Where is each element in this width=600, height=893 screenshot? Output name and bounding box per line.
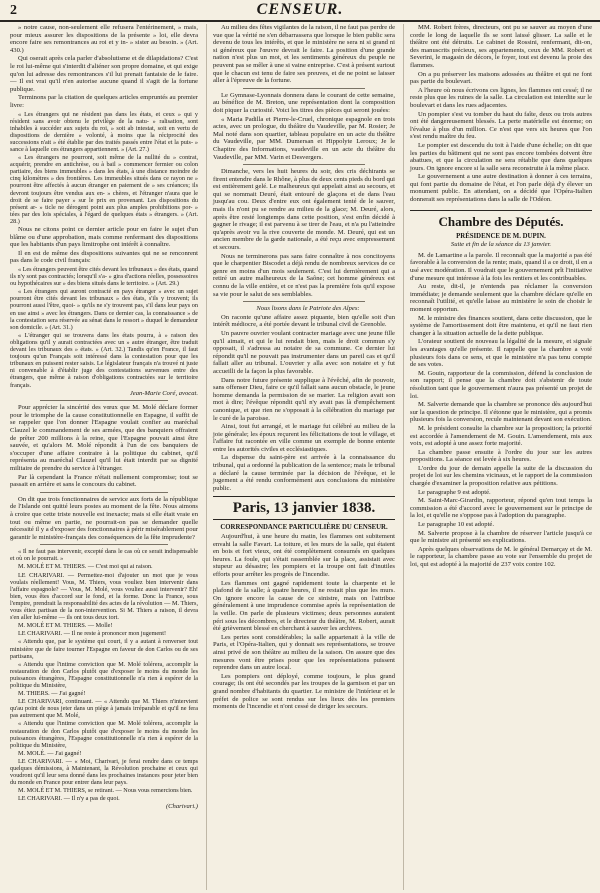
paragraph: Par là cependant la France n'était nullement compromise; tout se passait en arrière et sans le concours du cabinet.	[10, 473, 198, 489]
divider	[243, 88, 365, 89]
paragraph: « Maria Padilla et Pierre-le-Cruel, chronique espagnole en trois actes, avec un prologue, du théâtre du Vaudeville, par M. Rosier; Je Mal noté dans son quartier, tableau populaire en un acte du théâtre du Vaudeville, par MM. Dumersan et Hippolyte Leroux; Je le Chapitre des Informations, vaudeville en un acte du théâtre du Vaudeville, par MM. Varin et Desvergers.	[213, 115, 395, 161]
paragraph: M. THIERS. — J'ai gagné!	[18, 690, 86, 698]
paragraph: Le Gymnase-Lyonnais donnera dans le courant de cette semaine, au bénéfice de M. Breton, une représentation dont la composition doit piquer la curiosité. Voici les titres des pièces qui seront jouées:	[213, 91, 395, 114]
paragraph: LE CHARIVARI. — « Moi, Charivari, je ferai rendre dans ce temps quelques démissions, à Maintenant, la Révolution prochaine et ceux qui voudront qu'il leur sera donné dans les prochaines instances pour jeter bien du monde en France pour entrer dans leur pays.	[10, 757, 198, 787]
paragraph: « Il ne faut pas intervenir, excepté dans le cas où ce serait indispensable et où on le pourrait. »	[10, 548, 198, 563]
paragraph: LE CHARIVARI. — Il ne reste à prononcer mon jugement!	[18, 630, 167, 638]
masthead	[0, 0, 600, 22]
paragraph: M. MOLÉ. — J'ai gagné!	[18, 749, 82, 757]
paragraph: M. Salverte propose à la chambre de réserver l'article jusqu'à ce que le ministre ait présenté ses explications.	[410, 529, 592, 545]
paragraph: Nous ne terminerons pas sans faire connaître à nos concitoyens que le charpentier Biscodet a déjà rendu de nombreux services de ce genre en moins d'un mois seulement. C'est lui dernièrement qui a retiré un autre malheureux de la Saône; cet homme généreux est connu de la ville entière, et ce n'est pas la première fois qu'il expose sa vie pour le salut de ses semblables.	[213, 252, 395, 298]
paragraph: M. MOLÉ ET M. THIERS, se retirant. — Nous vous remercions bien.	[18, 787, 193, 795]
paragraph: » notre cause, non-seulement elle refusera l'entérinement, » mais, pour mieux assurer les dispositions de la présente » loi, elle devra encore faire ses remontrances au roi et y in- » sister au besoin. » (Art. 430.)	[10, 24, 198, 54]
paragraph: « Attendu que l'intime conviction que M. Molé tolérera, accomplir la restauration de don Carlos plutôt que d'exposer le moins du monde les puissances étrangères, l'Espagne constitutionnelle n'a rien à espérer de la politique du Ministère,	[10, 720, 198, 749]
paragraph: M. MOLÉ ET M. THIERS. — Molle!	[18, 622, 113, 630]
quote: « L'étranger qui se trouvera dans les états pourra, à » raison des obligations qu'il y aurait contractées avec un » autre étranger, être traduit devant les tribunaux des » états. » (Art. 32.) Tandis qu'en France, il faut toujours qu'un Français soit intéressé dans la contestation pour que les tribunaux en puissent rester saisis. Le législateur français n'a trouvé ni juste ni convenable à d'établir juge des contestations survenues entre des étrangers, que même à raison d'obligations contractées sur le territoire français.	[10, 331, 198, 389]
paragraph: Dans notre future présente supplique à l'évêché, afin de pouvoir, sans offenser Dieu, faire ce qu'il fallait sans aucun obstacle, le jeune homme demanda la permission de se marier. La religion avait son mot à dire; l'évêque répondit qu'il n'y avait pas là d'empêchement canonique, et que rien ne s'opposait à la célébration du mariage par le curé de la paroisse.	[213, 376, 395, 422]
columns	[10, 24, 592, 890]
paragraph: M. Gouin, rapporteur de la commission, défend la conclusion de son rapport; il pense que la chambre doit s'abstenir de toute résolution tant que le gouvernement n'aura pas présenté un projet de loi.	[410, 369, 592, 400]
paragraph: On a pu préserver les maisons adossées au théâtre et qui ne font pas partie du boulevart.	[410, 70, 592, 86]
paragraph: Le paragraphe 9 est adopté.	[418, 488, 491, 496]
paragraph: M. MOLÉ ET M. THIERS. — C'est moi qui ai raison.	[18, 563, 153, 571]
paragraph: Au milieu des fêtes vigilantes de la raison, il ne faut pas perdre de vue que la vérité ne s'en débarrassera que lorsque le bien public sera devenu de tous les intérêts, et que le ministère ne sera ni si grand ni si généreux que l'œuvre devrait le faire. La position d'une grande nation n'est plus un mot, et les sentiments généreux du peuple ne peuvent pas se mêler à une si vaine entreprise. C'est à présent surtout que le chacun est tenu de faire ses preuves, et de ne point se laisser aller à l'épreuve de la fortune.	[213, 24, 395, 85]
paragraph: La chambre passe ensuite à l'ordre du jour sur les autres propositions. La séance est levée à six heures.	[410, 448, 592, 464]
signature: Jean-Marie Coré, avocat.	[129, 389, 198, 397]
paragraph: Ainsi, tout fut arrangé, et le mariage fut célébré au milieu de la joie générale; les époux reçurent les félicitations de tout le village, et l'affaire fut racontée en ville comme un exemple de bonne entente entre les autorités civiles et ecclésiastiques.	[213, 423, 395, 453]
quote: « Les étrangers qui ne résident pas dans les états, et ceux » qui y résident sans avoir obtenu le privilège de la natu- » ralisation, sont inhabiles à succéder aux sujets du roi, » soit ab intestat, soit en vertu de dispositions de dernière » volonté, à moins que la réciprocité des successions n'ait » été établie par des traités passés entre l'état et la puis- » sance à laquelle ces étrangers appartiennent. » (Art. 27.)	[10, 110, 198, 153]
quote: « Les étrangers peuvent être cités devant les tribunaux » des états, quand ils n'y sont pas contractés; lorsqu'il s'a- » gira d'actions réelles, possessoires ou hypothécaires sur » des biens situés dans le territoire. » (Art. 29.)	[10, 266, 198, 288]
paragraph: Il en est de même des dispositions suivantes qui ne se renconrent pas dans le code civil français:	[10, 249, 198, 265]
paragraph: LE CHARIVARI, continuant. — « Attendu que M. Thiers n'intervient qu'au point de nous jeter dans un piège à jamais irréparable et qu'il ne fera pas autrement que M. Molé,	[10, 698, 198, 720]
section-subtitle: CORRESPONDANCE PARTICULIÈRE DU CENSEUR.	[220, 524, 388, 532]
paragraph: LE CHARIVARI. — Permettez-moi d'ajouter un mot que je vous voulais réellement! Vous, M. Thiers, vous vouliez bien intervenir dans l'affaire espagnole? — Vous, M. Molé, vous vouliez aussi intervenir? Eh! bien, vous êtes d'accord sur le fond, et la forme. Donc la France, sous l'empire, prendrait la responsabilité des actes de la révolution — M. Thiers, vous étiez partisan de la non-intervention. Si M. Thiers a raison, il devra s'en aller lui-même — ils ont tous deux tort.	[10, 571, 198, 622]
column-1	[10, 24, 198, 890]
paragraph: M. le président consulte la chambre sur la proposition; la priorité est accordée à l'amendement de M. Gouin. L'amendement, mis aux voix, est adopté à une assez forte majorité.	[410, 424, 592, 448]
divider	[243, 301, 365, 302]
paragraph: Nous ne citons point ce dernier article pour en faire le sujet d'un blâme ou d'une approbation, mais comme renfermant des dispositions que les habitants d'un pays limitrophe ont intérêt à connaître.	[10, 226, 198, 249]
paragraph: Un pompier s'est vu tomber du haut du faîte, deux ou trois autres ont été dangereusement blessés. La perte matérielle est énorme; on l'évalue à plus d'un million. Ce n'est que vers six heures que l'on s'est rendu maître du feu.	[410, 110, 592, 141]
quote: « Les étrangers ne pourront, soit même de la nullité du » contrat, acquérir, prendre en antichrèse, ou à bail » commencer fermier ou colon partiaire, des biens immeubles » dans les états, à une distance moindre de cinq kilomètres » des frontières. Les immeubles situés dans ce rayon ne » pourront être affectés à aucun étranger en paiement de » ses créances; ils devront toujours être vendus aux en- » chères, et l'étranger n'aura que le droit de se faire payer » sur le prix en provenant. Les dispositions du présent ar- » ticle ne dérogent point aux plus amples prohibitions por- » tées par des lois spéciales, à l'égard de quelques états » étrangers. » (Art. 28.)	[10, 154, 198, 225]
paragraph: Au reste, dit-il, je n'entends pas réclamer la conversion immédiate; je demande seulement que la chambre déclare qu'elle en reconnaît l'utilité, et qu'elle laisse au ministère le soin de choisir le moment opportun.	[410, 283, 592, 313]
paragraph: M. le ministre des finances soutient, dans cette discussion, que le système de l'amortissement doit être maintenu, et qu'il ne faut rien changer à la situation actuelle de la dette publique.	[410, 314, 592, 337]
paragraph: Dimanche, vers les huit heures du soir, des cris déchirants se firent entendre dans le Rhône, à plus de deux cents pieds du bord qui est entièrement gelé. Le malheureux qui appelait ainsi au secours, et qui se nommait Deuré, était entouré de glaçons et de dans l'eau jusqu'au cou. Deux d'entre eux ont également tenté de le sauver, mais ils n'ont pu se rendre au milieu de la glace; M. Deuré, alors, après être resté longtemps dans cette position, s'est enfin décidé à gagner le rivage; il est parvenu à se tirer de l'eau, et n'a pu l'atteindre qu'après avoir vu la rive couverte de monde. M. Deuré, qui est un ancien membre de la garde nationale, a été reçu avec empressement et secours.	[213, 168, 395, 252]
divider	[40, 544, 168, 545]
column-3	[403, 24, 592, 890]
signature: (Charivari.)	[165, 803, 198, 811]
page-number: 2	[10, 3, 17, 18]
paragraph: Les pompiers ont déployé, comme toujours, le plus grand courage; ils ont été secondés par les troupes de la garnison et par un grand nombre d'habitants du quartier. Le ministre de l'intérieur et le préfet de police se sont rendus sur les lieux dès les premiers moments de l'incendie et n'ont cessé de diriger les secours.	[213, 672, 395, 711]
paragraph: Un pauvre ouvrier voulant contracter mariage avec une jeune fille qu'il aimait, et qui le lui rendait bien, mais le droit commun s'y opposait, il s'adressa au notaire de sa commune. Ce dernier lui répondit qu'il ne pouvait pas instrumenter dans un pareil cas et qu'il fallait aller au tribunal. L'ouvrier y alla avec son notaire et y fut accueilli de la façon la plus favorable.	[213, 329, 395, 375]
column-2	[206, 24, 395, 890]
paragraph: L'orateur soutient de nouveau la légalité de la mesure, et signale les avantages qu'elle présente. Il rappelle que la chambre a voté plusieurs fois dans ce sens, et que le ministère n'a pas tenu compte de ses votes.	[410, 338, 592, 369]
paragraph: Terminons par la citation de quelques articles empruntés au premier livre:	[10, 94, 198, 109]
paragraph: Les pertes sont considérables; la salle appartenait à la ville de Paris, et l'Opéra-Italien, qui y donnait ses représentations, se trouve ainsi privé de son théâtre au milieu de la saison. On assure que des mesures vont être prises pour que les représentations puissent reprendre dans un autre local.	[213, 633, 395, 672]
paragraph: On raconte qu'une affaire assez piquante, bien qu'elle soit d'un intérêt médiocre, a été portée devant le tribunal civil de Grenoble.	[213, 313, 395, 329]
paragraph: La dispense du saint-père est arrivée à la connaissance du tribunal, qui a ordonné la publication de la sentence; mais le tribunal a déclaré la cause terminée par la décision de l'évêque, et le jugement a été rendu conformément aux conclusions du ministère public.	[213, 454, 395, 492]
paragraph: Le gouvernement a une autre destination à donner à ces terrains, qui font partie du domaine de l'état, et l'on parle déjà d'y élever un monument public. En attendant, on a décidé que l'Opéra-Italien donnerait ses représentations dans la salle de l'Odéon.	[410, 173, 592, 204]
paragraph: M. de Lamartine a la parole. Il reconnaît que la majorité a pas été favorable à la conversion de la rente; mais, quand il a ce droit, il en a usé avec modération. Il voudrait que le gouvernement prît l'initiative d'une mesure qui intéresse à la fois les rentiers et les contribuables.	[410, 251, 592, 282]
date-heading: Paris, 13 janvier 1838.	[213, 496, 395, 520]
paragraph: Après quelques observations de M. le général Demarçay et de M. le rapporteur, la chambre passe au vote sur l'ensemble du projet de loi, qui est adopté à la majorité de 237 voix contre 102.	[410, 545, 592, 568]
divider	[40, 492, 168, 493]
paragraph: MM. Robert frères, directeurs, ont pu se sauver au moyen d'une corde le long de laquelle ils se sont laissé glisser. La salle et le théâtre ont été détruits. Le cabinet de Rossini, renfermant, dit-on, des manuscrits précieux, ses appartements, ceux de MM. Robert et Severini, le magasin de décors, le foyer, tout est devenu la proie des flammes.	[410, 24, 592, 69]
paragraph: LE CHARIVARI. — Il n'y a pas de quoi.	[18, 795, 120, 803]
paragraph: On dit que trois fonctionnaires de service aux forts de la république de l'Islande ont quitté leurs postes au moment de la fête. Nous aimons à croire que cette triste nouvelle est inexacte; mais si elle était vraie en tout ou même en partie, ne pourrait-on pas se demander quelle nécessité il y a d'exposer des fonctionnaires à périr misérablement pour garantir le ministère-français des conséquences de la fête imprudente?	[10, 495, 198, 541]
paragraph: Qui oserait après cela parler d'absolutisme et de dilapidations? C'est le roi lui-même qui s'interdit d'aliéner son propre domaine, et qui exige qu'on lui adresse des remontrances s'il lui prenait fantaisie de le faire. — Il est vrai qu'il n'en autorise aucune quand il s'agit de la fortune publique.	[10, 55, 198, 93]
paragraph: Nous lisons dans le Patriote des Alpes:	[256, 305, 360, 313]
paragraph: Pour apprécier la sincérité des vœux que M. Molé déclare former pour le triomphe de la cause constitutionnelle en Espagne, il suffit de se rappeler que l'on donner l'Espagne voulait confier au maréchal Clauzel le commandement de ses armées, que des banquiers offraient de prêter 200 millions à la reine, que l'Espagne pouvait ainsi être sauvée, et qu'alors M. Molé répondit à l'un de ces banquiers de s'occuper d'une affaire contraire à la politique du cabinet, qu'il représenta au maréchal Clauzel qu'il lui était interdit par sa dignité militaire de prendre du service à l'étranger.	[10, 404, 198, 472]
session-line: Suite et fin de la séance du 13 janvier.	[450, 241, 552, 249]
presidency: PRÉSIDENCE DE M. DUPIN.	[456, 232, 546, 240]
paragraph: « Attendu que l'intime conviction que M. Molé tolérera, accomplir la restauration de don Carlos plutôt que d'exposer le moins du monde les puissances étrangères, l'Espagne constitutionnelle n'a rien à espérer de la politique du Ministère,	[10, 660, 198, 689]
paragraph: Le pompier est descendu du toit à l'aide d'une échelle; on dit que les parties du bâtiment qui ne sont pas encore tombées doivent être abattues, et que la circulation ne sera rétablie que dans quelques jours. On ignore encore si la salle sera reconstruite à la même place.	[410, 141, 592, 172]
paragraph: « Attendu que, par le système qui court, il y a autant à renverser tout ministère que de faire tourner l'Espagne en faveur de don Carlos ou de ses partisans,	[10, 638, 198, 660]
quote: « Les étrangers qui auront contracté en pays étranger » avec un sujet pourront être cités devant les tribunaux » des états, s'ils y trouvent; ils pourront aussi l'être, quoi- » qu'ils ne s'y trouvent pas, s'il dans leur pays on en use ainsi » avec les étrangers. Dans ce dernier cas, la connaissance » de la contestation sera réservée au sénat dans le ressort » duquel le demandeur son domicile. » (Art. 31.)	[10, 288, 198, 331]
paragraph: Aujourd'hui, à une heure du matin, les flammes ont subitement envahi la salle Favart. La toiture, et les murs de la salle, qui étaient en bois et fort vieux, ont été complètement consumés en quelques heures. La foule, qui s'était rassemblée sur la place, assistait avec stupeur au désastre; les pompiers et la troupe ont fait d'inutiles efforts pour arrêter les progrès de l'incendie.	[213, 533, 395, 578]
divider	[40, 400, 168, 401]
paragraph: Le paragraphe 10 est adopté.	[418, 521, 494, 529]
section-heading: Chambre des Députés.	[410, 210, 592, 230]
paragraph: M. Salverte demande que la chambre se prononce dès aujourd'hui sur la question de principe. Il s'étonne que le ministère, qui a promis plusieurs fois la conversion, recule maintenant devant son exécution.	[410, 401, 592, 424]
paragraph: A l'heure où nous écrivons ces lignes, les flammes ont cessé; il ne reste plus que les ruines de la salle. La circulation est interdite sur le boulevart et dans les rues adjacentes.	[410, 86, 592, 109]
divider	[243, 164, 365, 165]
paragraph: L'ordre du jour de demain appelle la suite de la discussion du projet de loi sur les chemins vicinaux, et le rapport de la commission chargée d'examiner la proposition relative aux pétitions.	[410, 464, 592, 488]
paragraph: M. Saint-Marc-Girardin, rapporteur, répond qu'en tout temps la commission a été d'accord avec le gouvernement sur le principe de la loi, et qu'elle ne s'oppose pas à l'adoption du paragraphe.	[410, 497, 592, 520]
paragraph: Les flammes ont gagné rapidement toute la charpente et le plafond de la salle; à quatre heures, il ne restait plus que les murs. On ignore encore la cause de ce sinistre, mais on l'attribue généralement à une imprudence commise après la représentation de la veille. On parle de plusieurs victimes; deux personnes auraient péri sous les décombres, et le directeur du théâtre, M. Robert, aurait été grièvement blessé en cherchant à sauver les archives.	[213, 579, 395, 633]
paper-name: CENSEUR.	[256, 1, 344, 18]
